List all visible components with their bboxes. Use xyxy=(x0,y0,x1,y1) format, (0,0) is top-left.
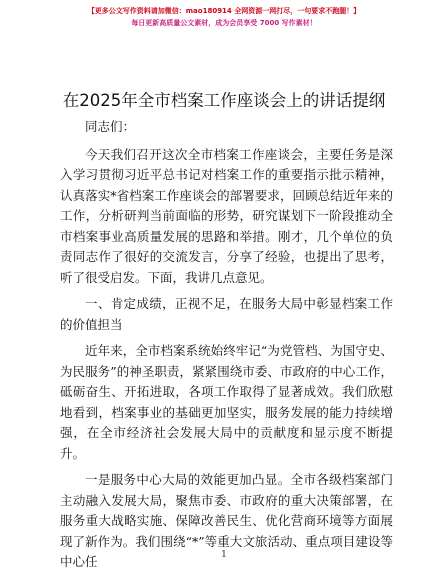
paragraph-achievements: 近年来，全市档案系统始终牢记“为党管档、为国守史、为民服务”的神圣职责，紧紧围绕市委、市政府的中心工作，砥砺奋生、开拓进取，各项工作取得了显著成效。我们欣慰地看到，档案事业的基础更加坚实，服务发展的能力持续增强，在全市经济社会发展大局中的贡献度和显示度不断提升。 xyxy=(60,343,393,461)
salutation: 同志们： xyxy=(85,119,136,134)
promo-banner-line-1: 【更多公文写作资料请加微信：mao180914 全网资源一网打尽，一句要求不跑腿！】 xyxy=(87,7,361,15)
section-heading-1: 一、肯定成绩，正视不足，在服务大局中彰显档案工作的价值担当 xyxy=(60,296,393,332)
document-title: 在2025年全市档案工作座谈会上的讲话提纲 xyxy=(62,91,386,110)
document-body xyxy=(60,117,393,579)
page-number: 1 xyxy=(221,550,227,560)
paragraph-point-1: 一是服务中心大局的效能更加凸显。全市各级档案部门主动融入发展大局，聚焦市委、市政府的重大决策部署，在服务重大战略实施、保障改善民生、优化营商环境等方面展现了新作为。我们围绕“*”等重大文旅活动、重点项目建设等中心任 xyxy=(60,472,393,569)
promo-banner-line-2: 每日更新高质量公文素材，成为会员享受 7000 写作素材！ xyxy=(131,19,317,27)
paragraph-intro: 今天我们召开这次全市档案工作座谈会，主要任务是深入学习贯彻习近平总书记对档案工作的重要指示批示精神，认真落实*省档案工作座谈会的部署要求，回顾总结近年来的工作，分析研判当前面临的形势，研究谋划下一阶段推动全市档案事业高质量发展的思路和举措。刚才，几个单位的负责同志作了很好的交流发言，分享了经验，也提出了思考，听了很受启发。下面，我讲几点意见。 xyxy=(60,146,393,285)
